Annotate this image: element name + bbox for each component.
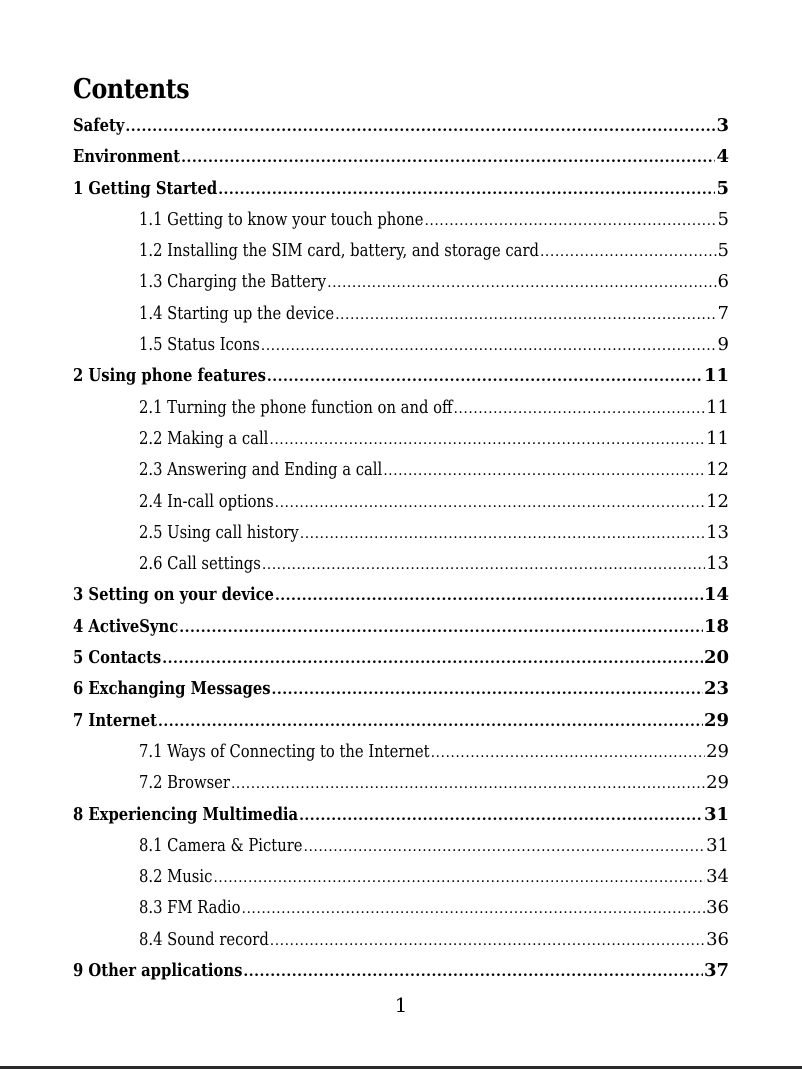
toc-entry[interactable] <box>73 736 729 767</box>
toc-entry[interactable] <box>73 360 729 391</box>
toc-entry-label: 7.1 Ways of Connecting to the Internet <box>139 740 430 762</box>
dot-leader <box>424 206 716 235</box>
toc-entry[interactable] <box>73 517 729 548</box>
toc-entry-label: 1.3 Charging the Battery <box>139 271 327 293</box>
toc-entry-page: 37 <box>703 960 729 982</box>
dot-leader <box>272 675 703 704</box>
toc-entry[interactable] <box>73 329 729 360</box>
toc-entry-page: 18 <box>703 615 729 637</box>
toc-entry-page: 5 <box>717 240 729 262</box>
toc-entry-page: 12 <box>706 490 729 512</box>
toc-entry-page: 14 <box>703 584 729 606</box>
toc-entry[interactable] <box>73 799 729 830</box>
toc-entry-label: 9 Other applications <box>73 960 243 982</box>
toc-entry-label: 2.6 Call settings <box>139 553 261 575</box>
toc-entry-page: 11 <box>703 365 729 387</box>
toc-entry-label: 8.4 Sound record <box>139 928 269 950</box>
toc-entry[interactable] <box>73 611 729 642</box>
dot-leader <box>218 175 715 204</box>
toc-entry-label: 7.2 Browser <box>139 772 230 794</box>
dot-leader <box>213 863 705 892</box>
toc-entry-page: 11 <box>706 427 729 449</box>
dot-leader <box>299 801 703 830</box>
toc-entry-label: 2.4 In-call options <box>139 490 274 512</box>
toc-entry-page: 13 <box>706 553 729 575</box>
toc-entry-page: 9 <box>717 334 729 356</box>
toc-entry[interactable] <box>73 486 729 517</box>
toc-entry-label: 1.2 Installing the SIM card, battery, and storage card <box>139 240 539 262</box>
toc-entry-label: 8 Experiencing Multimedia <box>73 803 299 825</box>
toc-entry-label: 1.5 Status Icons <box>139 334 260 356</box>
toc-entry-page: 31 <box>706 834 729 856</box>
toc-entry-page: 31 <box>703 803 729 825</box>
toc-entry-page: 23 <box>703 678 729 700</box>
toc-entry[interactable] <box>73 924 729 955</box>
dot-leader <box>383 456 705 485</box>
toc-entry-label: 8.2 Music <box>139 866 213 888</box>
dot-leader <box>231 769 705 798</box>
toc-entry-label: 2.1 Turning the phone function on and off <box>139 396 453 418</box>
toc-entry-label: 2.3 Answering and Ending a call <box>139 459 383 481</box>
dot-leader <box>453 394 705 423</box>
dot-leader <box>262 550 705 579</box>
toc-entry[interactable] <box>73 454 729 485</box>
toc-entry-label: 5 Contacts <box>73 647 162 669</box>
toc-entry[interactable] <box>73 548 729 579</box>
toc-entry[interactable] <box>73 673 729 704</box>
toc-entry-page: 4 <box>716 146 729 168</box>
toc-entry[interactable] <box>73 705 729 736</box>
toc-entry-page: 3 <box>716 115 729 136</box>
dot-leader <box>179 613 703 642</box>
toc-entry[interactable] <box>73 830 729 861</box>
toc-entry[interactable] <box>73 204 729 235</box>
toc-entry[interactable] <box>73 955 729 986</box>
toc-entry-label: 2.5 Using call history <box>139 521 299 543</box>
toc-entry-label: 8.3 FM Radio <box>139 897 241 919</box>
toc-entry[interactable] <box>73 173 729 204</box>
toc-entry-label: 1 Getting Started <box>73 177 218 199</box>
dot-leader <box>269 425 705 454</box>
toc-entry-page: 34 <box>706 866 729 888</box>
toc-entry-page: 7 <box>717 302 729 324</box>
toc-entry-label: 6 Exchanging Messages <box>73 678 271 700</box>
toc-entry-label: 4 ActiveSync <box>73 615 179 637</box>
toc-entry-page: 5 <box>717 208 729 230</box>
table-of-contents <box>73 110 729 986</box>
toc-entry-label: 2.2 Making a call <box>139 427 269 449</box>
dot-leader <box>300 519 705 548</box>
dot-leader <box>327 268 716 297</box>
toc-entry-label: 7 Internet <box>73 709 157 731</box>
dot-leader <box>267 362 703 391</box>
toc-entry-page: 29 <box>706 772 729 794</box>
dot-leader <box>181 143 715 172</box>
page-title: Contents <box>73 74 190 105</box>
dot-leader <box>162 644 703 673</box>
toc-entry[interactable] <box>73 235 729 266</box>
toc-entry-page: 36 <box>706 928 729 950</box>
toc-entry[interactable] <box>73 141 729 172</box>
dot-leader <box>158 707 703 736</box>
dot-leader <box>275 488 705 517</box>
toc-entry[interactable] <box>73 298 729 329</box>
toc-entry-label: Safety <box>73 115 125 136</box>
toc-entry[interactable] <box>73 892 729 923</box>
toc-entry[interactable] <box>73 861 729 892</box>
toc-entry-page: 29 <box>706 740 729 762</box>
toc-entry-page: 29 <box>703 709 729 731</box>
toc-entry-label: 8.1 Camera & Picture <box>139 834 303 856</box>
toc-entry-page: 12 <box>706 459 729 481</box>
dot-leader <box>242 894 706 923</box>
dot-leader <box>304 832 706 861</box>
toc-entry-label: 1.4 Starting up the device <box>139 302 335 324</box>
toc-entry[interactable] <box>73 423 729 454</box>
toc-entry[interactable] <box>73 266 729 297</box>
toc-entry[interactable] <box>73 579 729 610</box>
dot-leader <box>335 300 716 329</box>
toc-entry-page: 5 <box>716 177 729 199</box>
toc-entry[interactable] <box>73 110 729 141</box>
toc-entry-page: 20 <box>703 647 729 669</box>
dot-leader <box>261 331 717 360</box>
toc-entry-label: 3 Setting on your device <box>73 584 274 606</box>
dot-leader <box>270 926 705 955</box>
dot-leader <box>275 581 703 610</box>
toc-entry[interactable] <box>73 392 729 423</box>
toc-entry-page: 6 <box>717 271 729 293</box>
page-number: 1 <box>394 993 408 1017</box>
toc-entry-page: 11 <box>706 396 729 418</box>
toc-entry-label: 1.1 Getting to know your touch phone <box>139 208 424 230</box>
toc-entry[interactable] <box>73 767 729 798</box>
dot-leader <box>243 957 703 986</box>
dot-leader <box>431 738 706 767</box>
toc-entry[interactable] <box>73 642 729 673</box>
toc-entry-label: Environment <box>73 146 181 168</box>
toc-entry-page: 36 <box>706 897 729 919</box>
dot-leader <box>125 112 715 141</box>
toc-entry-label: 2 Using phone features <box>73 365 266 387</box>
toc-entry-page: 13 <box>706 521 729 543</box>
dot-leader <box>540 237 717 266</box>
